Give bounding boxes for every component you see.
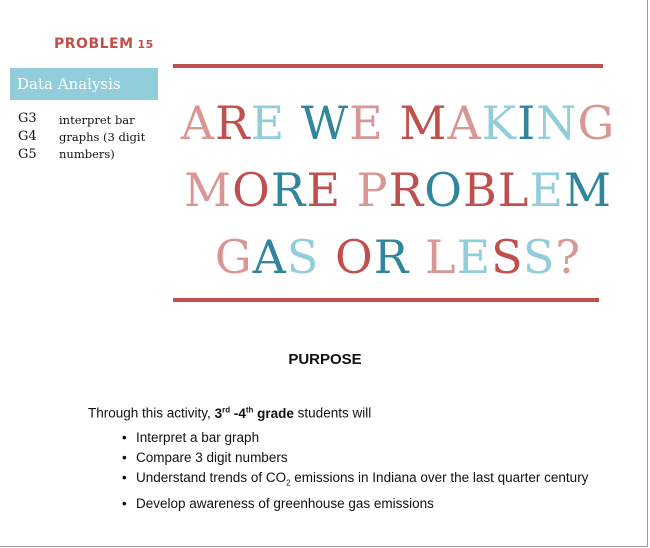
grade-range: 3rd -4th grade	[214, 405, 294, 421]
title-letter: L	[497, 163, 530, 217]
title-letter	[384, 96, 400, 150]
title-line-3	[168, 224, 628, 291]
title-rule-top	[173, 64, 603, 68]
title-letter: S	[286, 230, 320, 284]
title-letter: L	[425, 230, 457, 284]
intro-suffix: students will	[293, 405, 372, 421]
title-letter: M	[563, 163, 613, 217]
title-letter: G	[577, 96, 616, 150]
title-line-1	[168, 90, 628, 157]
title-letter: S	[522, 230, 556, 284]
title-letter: ?	[555, 230, 582, 284]
purpose-intro	[88, 405, 371, 421]
title-letter: P	[356, 163, 389, 217]
title-letter: A	[252, 230, 287, 284]
title-letter: R	[388, 163, 425, 217]
problem-word: PROBLEM	[54, 36, 134, 52]
title-letter: E	[306, 163, 342, 217]
title-letter: R	[270, 163, 307, 217]
title-letter: B	[462, 163, 498, 217]
title-letter	[341, 163, 357, 217]
title-letter: O	[232, 163, 271, 217]
title-letter	[285, 96, 301, 150]
title-letter: W	[300, 96, 350, 150]
list-item: • Compare 3 digit numbers	[122, 448, 592, 467]
purpose-heading: PURPOSE	[288, 351, 362, 368]
grade-list	[18, 110, 54, 164]
title-letter: N	[536, 96, 578, 150]
grade-g4: G4	[18, 129, 37, 144]
title-letter: A	[180, 96, 215, 150]
title-rule-bottom	[173, 298, 599, 302]
title-line-2	[168, 157, 628, 224]
title-letter: K	[481, 96, 518, 150]
category-banner: Data Analysis	[10, 68, 158, 100]
title-letter: R	[373, 230, 410, 284]
list-item: • Develop awareness of greenhouse gas emissions	[122, 494, 592, 513]
grade-g3: G3	[18, 111, 37, 126]
title-letter: O	[424, 163, 463, 217]
purpose-list	[122, 428, 592, 514]
title-letter: I	[517, 96, 537, 150]
skill-description: interpret bar graphs (3 digit numbers)	[59, 113, 146, 161]
title-letter: E	[456, 230, 492, 284]
title-letter: A	[447, 96, 482, 150]
title-letter	[319, 230, 335, 284]
list-item: • Understand trends of $CO_2$ emissions in Indiana over the last quarter century	[122, 468, 592, 493]
title-letter	[409, 230, 425, 284]
page-title	[168, 90, 628, 291]
problem-number: 15	[137, 38, 154, 51]
title-letter: M	[183, 163, 233, 217]
title-letter: E	[529, 163, 564, 217]
grade-g5: G5	[18, 147, 37, 162]
title-letter: R	[214, 96, 251, 150]
title-letter: M	[399, 96, 448, 150]
title-letter: O	[335, 230, 374, 284]
intro-prefix: Through this activity,	[88, 405, 215, 421]
title-letter: E	[250, 96, 286, 150]
title-letter: E	[349, 96, 384, 150]
title-letter: G	[214, 230, 253, 284]
problem-label	[54, 36, 154, 52]
list-item: • Interpret a bar graph	[122, 428, 592, 447]
title-letter: S	[491, 230, 523, 284]
